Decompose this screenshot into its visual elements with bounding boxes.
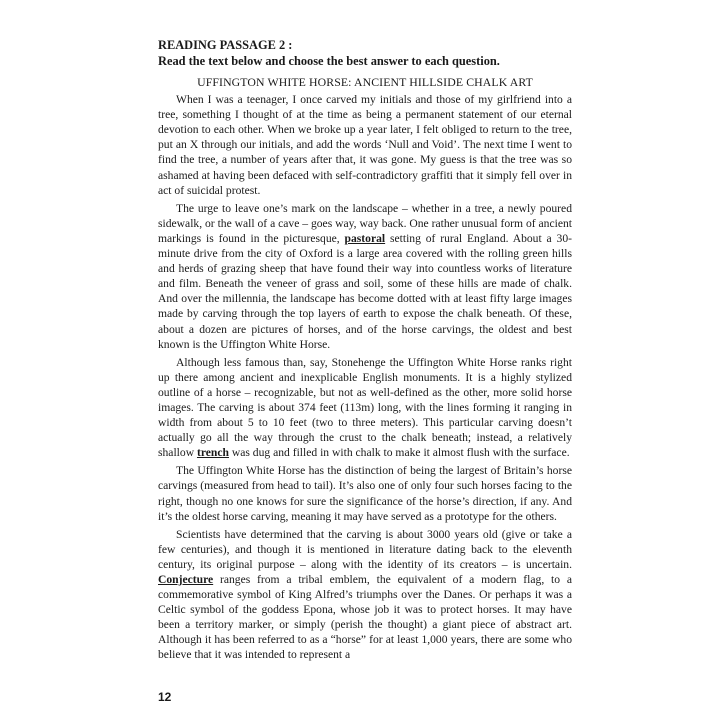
- passage-body: [158, 38, 572, 666]
- keyword-trench: trench: [196, 446, 229, 460]
- paragraph-5-text-b: ranges from a tribal emblem, the equivalent of a modern flag, to a commemorative symbol of King Alfred’s triumphs over the Danes. Or perhaps it was a Celtic symbol of the goddess Epona, whose job it was to protect horses. It may have been a territory marker, or simply (perish the thought) a giant piece of abstract art. Although it has been referred to as a “horse” for at least 1,000 years, there are some who believe that it was intended to represent a: [158, 573, 572, 662]
- keyword-conjecture: Conjecture: [158, 573, 214, 586]
- page-number: 12: [158, 690, 172, 704]
- paragraph-3-text-b: was dug and filled in with chalk to make it almost flush with the surface.: [228, 446, 570, 460]
- paragraph-5-text-a: Scientists have determined that the carving is about 3000 years old (give or take a few centuries), and though it is mentioned in literature dating back to the eleventh century, its original purpose – along with the identity of its creators – is uncertain.: [158, 527, 572, 571]
- passage-title: UFFINGTON WHITE HORSE: ANCIENT HILLSIDE CHALK ART: [197, 75, 533, 89]
- passage-instruction: Read the text below and choose the best answer to each question.: [158, 53, 500, 68]
- paragraph-2-text-b: setting of rural England. About a 30-minute drive from the city of Oxford is a large area covered with the rolling green hills and herds of grazing sheep that have found their way into countless works of literature and film. Beneath the veneer of grass and soil, some of these hills are made of chalk. And over the millennia, the landscape has become dotted with at least fifty large images made by carving through the top layers of earth to expose the chalk beneath. Of these, about a dozen are pictures of horses, and of the horse carvings, the oldest and best known is the Uffington White Horse.: [158, 231, 572, 351]
- keyword-pastoral: pastoral: [344, 231, 386, 245]
- paragraph-2-text-a: The urge to leave one’s mark on the landscape – whether in a tree, a newly poured sidewalk, or the wall of a cave – goes way, way back. One rather unusual form of ancient markings is found in the picturesque,: [158, 201, 572, 245]
- paragraph-4: The Uffington White Horse has the distinction of being the largest of Britain’s horse carvings (measured from head to tail). It’s also one of only four such horses facing to the right, though no one knows for sure the significance of the horse’s direction, if any. And it’s the oldest horse carving, meaning it may have served as a prototype for the others.: [158, 464, 572, 523]
- paragraph-1: When I was a teenager, I once carved my initials and those of my girlfriend into a tree, something I thought of at the time as being a permanent statement of our eternal devotion to each other. When we broke up a year later, I felt obliged to return to the tree, put an X through our initials, and add the words ‘Null and Void’. The next time I went to find the tree, a number of years after that, it was gone. My guess is that the tree was so ashamed at having been defaced with self-contradictory graffiti that it simply fell over in act of suicidal protest.: [158, 93, 572, 197]
- passage-heading: READING PASSAGE 2 :: [158, 38, 293, 52]
- paragraph-5: [158, 527, 572, 663]
- paragraph-3: [158, 355, 572, 461]
- paragraph-2: [158, 201, 572, 352]
- paragraph-3-text-a: Although less famous than, say, Stonehenge the Uffington White Horse ranks right up there among ancient and inexplicable English monuments. It is a highly stylized outline of a horse – recognizable, but not as well-defined as the other, more solid horse images. The carving is about 374 feet (113m) long, with the lines forming it ranging in width from about 5 to 10 feet (two to three meters). This particular carving doesn’t actually go all the way through the crust to the chalk beneath; instead, a relatively shallow: [158, 355, 572, 460]
